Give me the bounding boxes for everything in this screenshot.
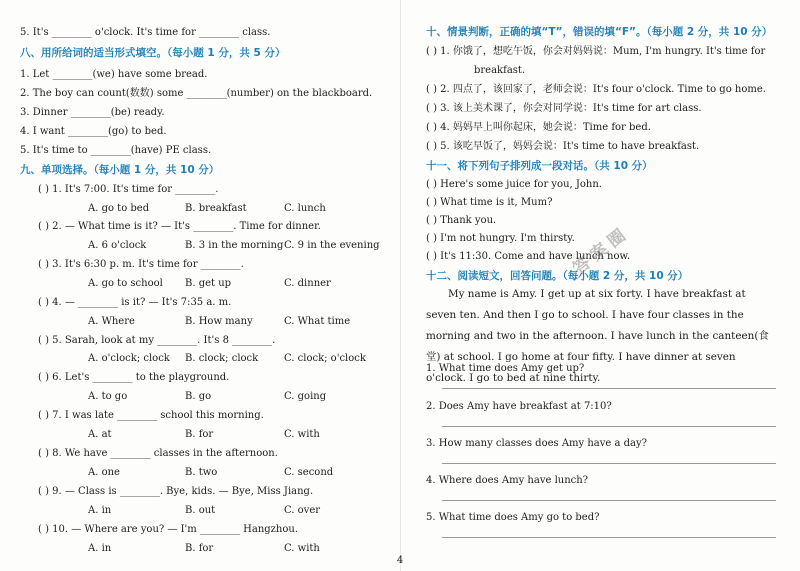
sec9-q10-option-a: A. in [88,543,112,554]
sec9-q8-option-a: A. one [88,467,120,478]
page-divider [400,0,401,571]
answer-line-2[interactable] [442,426,776,427]
sec12-question-2: 2. Does Amy have breakfast at 7:10? [426,401,612,412]
section-9-title: 九、单项选择。（每小题 1 分，共 10 分） [20,164,220,176]
sec9-q8-option-b: B. two [185,467,218,478]
sec9-q10-option-b: B. for [185,543,214,554]
page-number: 4 [396,555,404,566]
sec10-item-3: ( ) 3. 该上美术课了，你会对同学说：It's time for art class. [426,103,702,114]
sec9-question-2: ( ) 2. — What time is it? — It's ________. Time for dinner. [38,221,321,232]
sec9-question-5: ( ) 5. Sarah, look at my ________. It's 8 ________. [38,335,276,346]
sec9-q3-option-a: A. go to school [88,278,163,289]
sec8-item-2: 2. The boy can count(数数) some ________(number) on the blackboard. [20,88,373,99]
answer-line-3[interactable] [442,463,776,464]
sec10-item-4: ( ) 4. 妈妈早上叫你起床，她会说：Time for bed. [426,122,651,133]
sec8-item-4: 4. I want ________(go) to bed. [20,126,167,137]
sec9-q9-option-b: B. out [185,505,216,516]
sec9-question-1: ( ) 1. It's 7:00. It's time for ________. [38,184,219,195]
sec8-item-1: 1. Let ________(we) have some bread. [20,69,208,80]
answer-line-4[interactable] [442,500,776,501]
sec9-q6-option-c: C. going [284,391,327,402]
answer-line-1[interactable] [442,388,776,389]
sec12-question-4: 4. Where does Amy have lunch? [426,475,589,486]
sec9-question-3: ( ) 3. It's 6:30 p. m. It's time for ________. [38,259,244,270]
sec9-q6-option-a: A. to go [88,391,128,402]
sec9-q9-option-a: A. in [88,505,112,516]
sec9-q1-option-b: B. breakfast [185,203,247,214]
reading-passage: My name is Amy. I get up at six forty. I have breakfast at seven ten. And then I go to school. I have four classes in the morning and two in the afternoon. I have lunch in the canteen(食堂) at school. I go home at four fifty. I have dinner at seven o'clock. I go to bed at nine thirty. [426,288,769,384]
sec9-q1-option-c: C. lunch [284,203,326,214]
sec9-q3-option-b: B. get up [185,278,232,289]
sec9-question-7: ( ) 7. I was late ________ school this morning. [38,410,264,421]
sec11-line-3: ( ) Thank you. [426,215,497,226]
sec9-question-8: ( ) 8. We have ________ classes in the afternoon. [38,448,278,459]
sec9-question-10: ( ) 10. — Where are you? — I'm ________ Hangzhou. [38,524,299,535]
section-12-title: 十二、阅读短文，回答问题。（每小题 2 分，共 10 分） [426,270,689,282]
sec9-q5-option-c: C. clock; o'clock [284,353,366,364]
section-10-title: 十、情景判断，正确的填“T”，错误的填“F”。（每小题 2 分，共 10 分） [426,26,773,38]
sec12-question-3: 3. How many classes does Amy have a day? [426,438,648,449]
sec9-q9-option-c: C. over [284,505,321,516]
sec9-q5-option-a: A. o'clock; clock [88,353,170,364]
sec9-q7-option-c: C. with [284,429,320,440]
sec9-q4-option-a: A. Where [88,316,135,327]
sec9-question-4: ( ) 4. — ________ is it? — It's 7:35 a. m. [38,297,232,308]
sec10-item-1-cont: breakfast. [474,65,526,76]
sec9-q4-option-c: C. What time [284,316,351,327]
section-11-title: 十一、将下列句子排列成一段对话。（共 10 分） [426,160,653,172]
sec12-question-1: 1. What time does Amy get up? [426,363,585,374]
sec9-q2-option-b: B. 3 in the morning [185,240,284,251]
sec9-q1-option-a: A. go to bed [88,203,150,214]
sec11-line-1: ( ) Here's some juice for you, John. [426,179,602,190]
sec9-q5-option-b: B. clock; clock [185,353,259,364]
answer-stamp-watermark: 答案圈 [569,222,634,280]
sec8-item-5: 5. It's time to ________(have) PE class. [20,145,212,156]
sec9-q7-option-a: A. at [88,429,112,440]
sec11-line-4: ( ) I'm not hungry. I'm thirsty. [426,233,575,244]
sec10-item-5: ( ) 5. 该吃早饭了，妈妈会说：It's time to have breakfast. [426,141,700,152]
sec9-question-9: ( ) 9. — Class is ________. Bye, kids. — Bye, Miss Jiang. [38,486,314,497]
sec10-item-2: ( ) 2. 四点了，该回家了，老师会说：It's four o'clock. Time to go home. [426,84,766,95]
sec9-question-6: ( ) 6. Let's ________ to the playground. [38,372,230,383]
sec9-q8-option-c: C. second [284,467,334,478]
sec9-q4-option-b: B. How many [185,316,253,327]
sec9-q2-option-c: C. 9 in the evening [284,240,380,251]
sec9-q7-option-b: B. for [185,429,214,440]
sec11-line-2: ( ) What time is it, Mum? [426,197,553,208]
answer-line-5[interactable] [442,537,776,538]
sec9-q2-option-a: A. 6 o'clock [88,240,147,251]
sec9-q3-option-c: C. dinner [284,278,331,289]
question-7-5: 5. It's ________ o'clock. It's time for ________ class. [20,27,271,38]
section-8-title: 八、用所给词的适当形式填空。（每小题 1 分，共 5 分） [20,47,286,59]
sec9-q6-option-b: B. go [185,391,212,402]
sec10-item-1: ( ) 1. 你饿了，想吃午饭，你会对妈妈说：Mum, I'm hungry. It's time for [426,46,766,57]
sec11-line-5: ( ) It's 11:30. Come and have lunch now. [426,251,631,262]
sec12-question-5: 5. What time does Amy go to bed? [426,512,600,523]
sec9-q10-option-c: C. with [284,543,320,554]
sec8-item-3: 3. Dinner ________(be) ready. [20,107,165,118]
